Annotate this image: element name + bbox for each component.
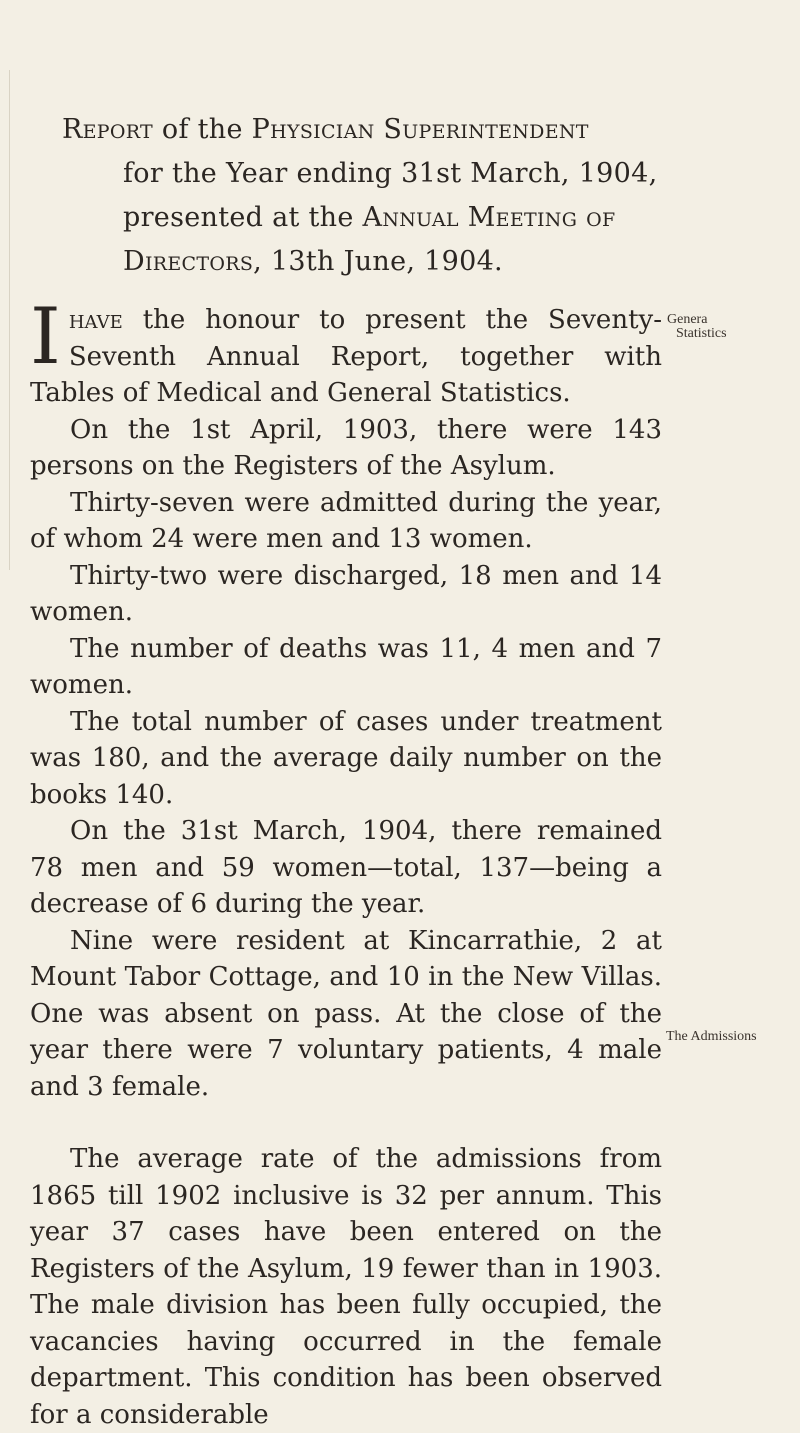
heading-line-4 xyxy=(62,240,662,284)
drop-cap: I xyxy=(30,292,61,382)
margin-note-1-line-1: Genera xyxy=(667,312,708,327)
heading-date: , 13th June, 1904. xyxy=(253,246,503,277)
heading-of: of the xyxy=(153,114,252,145)
paragraph-6: The total number of cases under treatment was 180, and the average daily number on the books 140. xyxy=(30,706,662,810)
paragraph-9: The average rate of the admissions from 1865 till 1902 inclusive is 32 per annum. This year 37 cases have been entered on the Registers of the Asylum, 19 fewer than in 1903. The male division has been fully occupied, the vacancies having occurred in the female department. This condition has been observed for a considerable xyxy=(30,1144,662,1430)
heading-line-3 xyxy=(62,196,662,240)
report-body xyxy=(30,292,662,1433)
section-gap xyxy=(30,1105,662,1141)
heading-physician-superintendent: Physician Superintendent xyxy=(251,114,589,145)
report-heading xyxy=(62,108,662,284)
paragraph-3: Thirty-seven were admitted during the year, of whom 24 were men and 13 women. xyxy=(30,487,662,554)
heading-line-1 xyxy=(62,108,662,152)
paragraph-1-lead: have xyxy=(68,305,123,335)
paragraph-8: Nine were resident at Kincarrathie, 2 at Mount Tabor Cottage, and 10 in the New Villas. One was absent on pass. At the close of the year there were 7 voluntary patients, 4 male and 3 female. xyxy=(30,925,662,1102)
margin-note-1-line-2: Statistics xyxy=(676,326,727,341)
heading-directors: Directors xyxy=(123,246,254,277)
paragraph-7: On the 31st March, 1904, there remained 78 men and 59 women—total, 137—being a decrease of 6 during the year. xyxy=(30,816,662,919)
paragraph-1-text: the honour to present the Seventy-Seventh Annual Report, together with Tables of Medical and General Statistics. xyxy=(30,305,662,408)
margin-note-general-statistics xyxy=(667,313,727,341)
page-edge-line xyxy=(9,70,10,570)
paragraph-4: Thirty-two were discharged, 18 men and 14 women. xyxy=(30,560,662,627)
paragraph-2: On the 1st April, 1903, there were 143 persons on the Registers of the Asylum. xyxy=(30,414,662,481)
margin-note-admissions: The Admissions xyxy=(666,1029,757,1044)
heading-presented: presented at the xyxy=(123,202,363,233)
heading-report: Report xyxy=(62,114,154,145)
heading-annual-meeting: Annual Meeting of xyxy=(362,202,616,233)
heading-line-2: for the Year ending 31st March, 1904, xyxy=(123,158,658,189)
paragraph-1 xyxy=(30,292,662,412)
paragraph-5: The number of deaths was 11, 4 men and 7 women. xyxy=(30,633,662,700)
